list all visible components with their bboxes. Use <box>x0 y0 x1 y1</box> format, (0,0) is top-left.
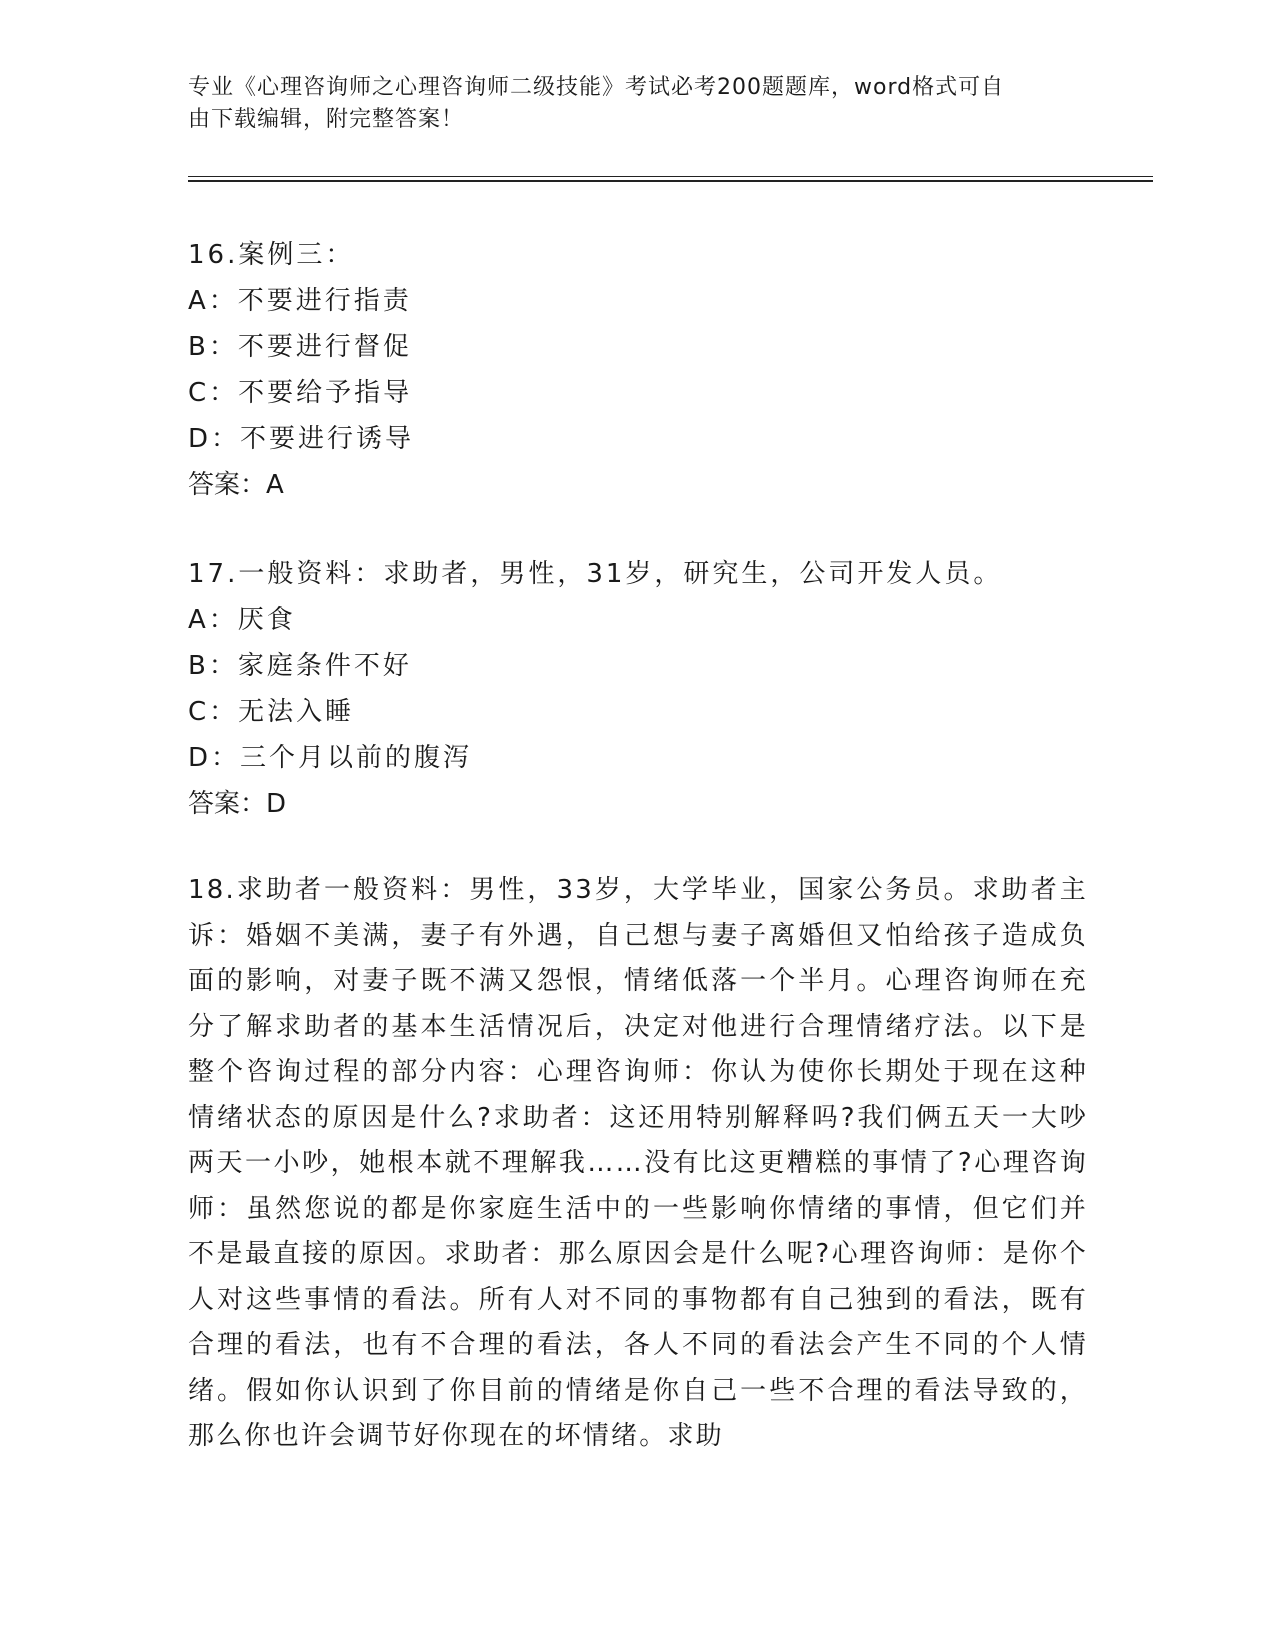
option-c: C：无法入睡 <box>188 697 355 727</box>
option-a: A：厌食 <box>188 605 296 635</box>
header-line-1: 专业《心理咨询师之心理咨询师二级技能》考试必考200题题库，word格式可自 <box>188 75 1005 100</box>
header-divider-bottom <box>188 180 1153 182</box>
question-16 <box>188 232 1088 508</box>
answer-line: 答案：A <box>188 470 284 500</box>
question-17 <box>188 551 1088 827</box>
header-line-2: 由下载编辑，附完整答案！ <box>188 107 465 132</box>
question-stem: 17.一般资料：求助者，男性，31岁，研究生，公司开发人员。 <box>188 559 1003 589</box>
answer-line: 答案：D <box>188 789 287 819</box>
document-header <box>188 72 1068 136</box>
header-divider-top <box>188 176 1153 177</box>
option-c: C：不要给予指导 <box>188 378 413 408</box>
question-stem: 16.案例三： <box>188 240 355 270</box>
option-b: B：不要进行督促 <box>188 332 412 362</box>
option-b: B：家庭条件不好 <box>188 651 412 681</box>
option-d: D：不要进行诱导 <box>188 424 415 454</box>
option-a: A：不要进行指责 <box>188 286 412 316</box>
option-d: D：三个月以前的腹泻 <box>188 743 473 773</box>
question-18: 18.求助者一般资料：男性，33岁，大学毕业，国家公务员。求助者主诉：婚姻不美满，妻子有外遇，自己想与妻子离婚但又怕给孩子造成负面的影响，对妻子既不满又怨恨，情绪低落一个半月。心理咨询师在充分了解求助者的基本生活情况后，决定对他进行合理情绪疗法。以下是整个咨询过程的部分内容：心理咨询师：你认为使你长期处于现在这种情绪状态的原因是什么?求助者：这还用特别解释吗?我们俩五天一大吵两天一小吵，她根本就不理解我……没有比这更糟糕的事情了?心理咨询师：虽然您说的都是你家庭生活中的一些影响你情绪的事情，但它们并不是最直接的原因。求助者：那么原因会是什么呢?心理咨询师：是你个人对这些事情的看法。所有人对不同的事物都有自己独到的看法，既有合理的看法，也有不合理的看法，各人不同的看法会产生不同的个人情绪。假如你认识到了你目前的情绪是你自己一些不合理的看法导致的，那么你也许会调节好你现在的坏情绪。求助 <box>188 875 1088 1451</box>
